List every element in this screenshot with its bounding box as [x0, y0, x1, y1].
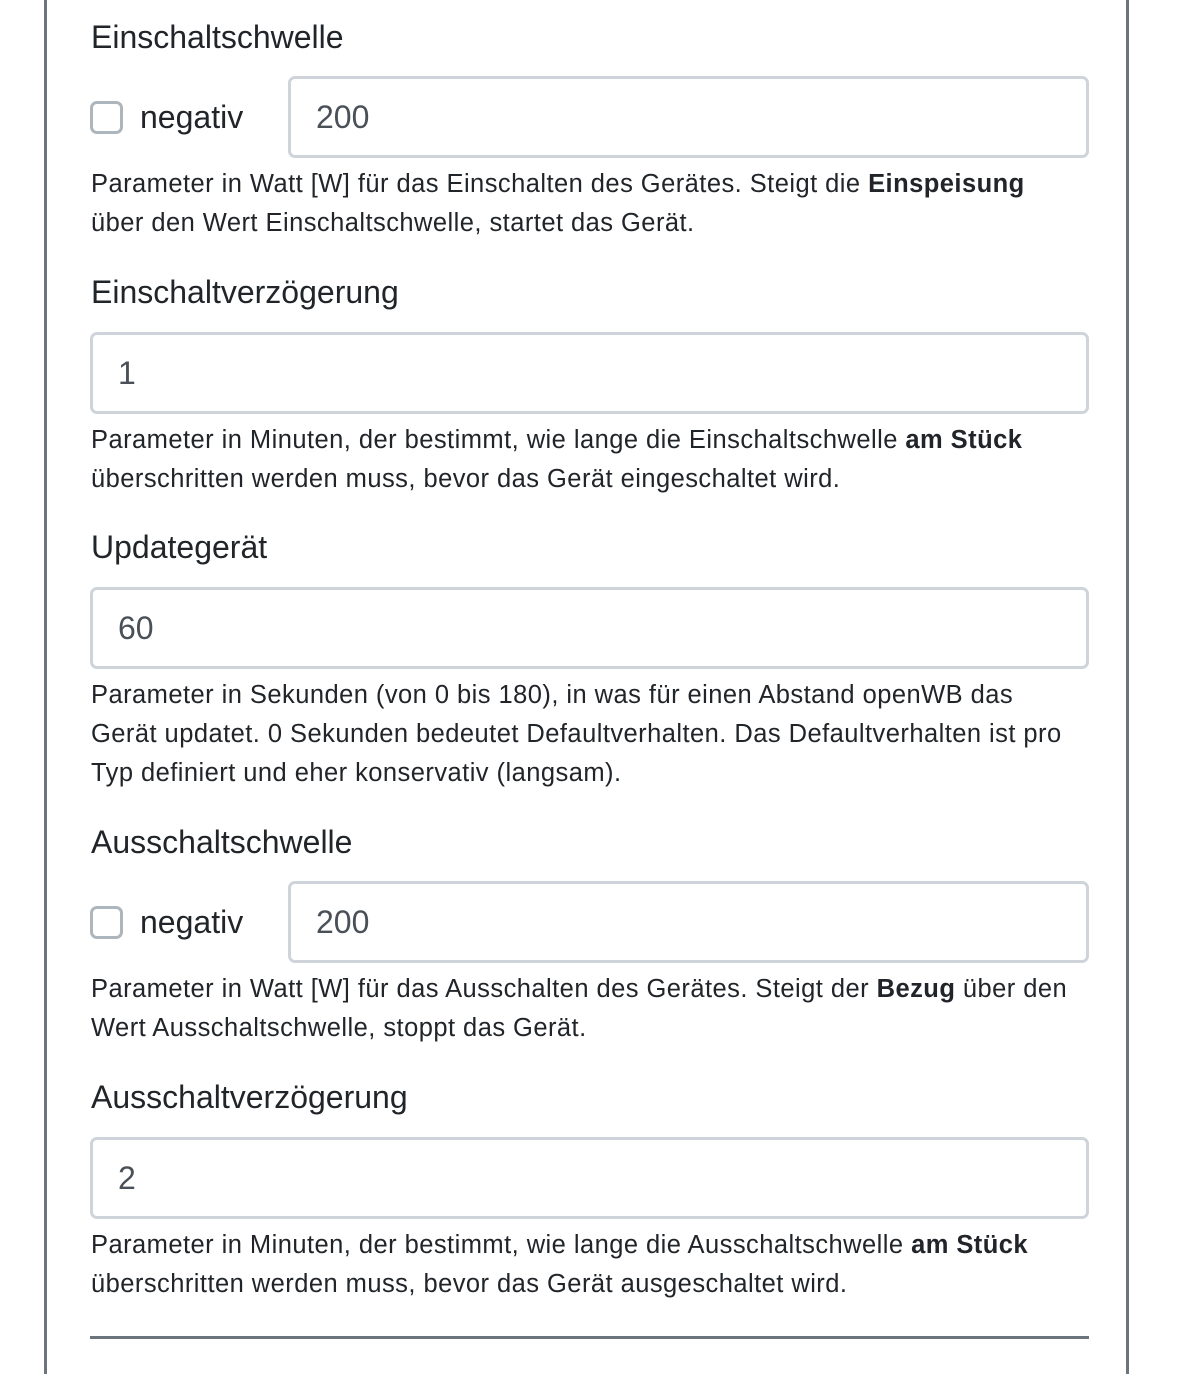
einschaltschwelle-negativ-label: negativ: [140, 98, 244, 135]
help-text: über den Wert Einschaltschwelle, startet das Gerät.: [91, 209, 695, 237]
help-text: überschritten werden muss, bevor das Gerät eingeschaltet wird.: [91, 465, 841, 493]
help-text: Parameter in Minuten, der bestimmt, wie lange die Ausschaltschwelle: [91, 1231, 912, 1259]
ausschaltschwelle-negativ-label: negativ: [140, 903, 244, 940]
ausschaltschwelle-negativ-checkbox[interactable]: [90, 906, 123, 939]
einschaltschwelle-input[interactable]: [288, 76, 1089, 158]
einschaltschwelle-label: Einschaltschwelle: [91, 19, 344, 55]
help-text: Parameter in Watt [W] für das Einschalten des Gerätes. Steigt die: [91, 170, 869, 198]
section-divider: [90, 1336, 1089, 1339]
einschaltschwelle-negativ-toggle[interactable]: [90, 97, 243, 137]
ausschaltschwelle-label: Ausschaltschwelle: [91, 824, 353, 860]
einschaltschwelle-negativ-checkbox[interactable]: [90, 101, 123, 134]
updategeraet-input[interactable]: [90, 587, 1089, 669]
ausschaltverzoegerung-label: Ausschaltverzögerung: [91, 1079, 408, 1115]
help-text: Parameter in Minuten, der bestimmt, wie lange die Einschaltschwelle: [91, 426, 906, 454]
ausschaltschwelle-negativ-toggle[interactable]: [90, 902, 243, 942]
help-emphasis: Einspeisung: [868, 170, 1025, 198]
help-emphasis: Bezug: [876, 975, 956, 1003]
einschaltschwelle-help: [91, 165, 1081, 243]
einschaltverzoegerung-input[interactable]: [90, 332, 1089, 414]
einschaltverzoegerung-help: [91, 421, 1081, 499]
ausschaltverzoegerung-input[interactable]: [90, 1137, 1089, 1219]
updategeraet-label: Updategerät: [91, 529, 268, 565]
help-text: überschritten werden muss, bevor das Gerät ausgeschaltet wird.: [91, 1270, 848, 1298]
help-emphasis: am Stück: [911, 1231, 1029, 1259]
ausschaltschwelle-help: [91, 970, 1081, 1048]
ausschaltverzoegerung-help: [91, 1226, 1081, 1304]
help-text: über den Wert Ausschaltschwelle, stoppt das Gerät.: [91, 975, 1068, 1042]
einschaltverzoegerung-label: Einschaltverzögerung: [91, 274, 399, 310]
updategeraet-help: Parameter in Sekunden (von 0 bis 180), in was für einen Abstand openWB das Gerät updatet. 0 Sekunden bedeutet Defaultverhalten. Das Defaultverhalten ist pro Typ definiert und eher konservativ (langsam).: [91, 681, 1062, 787]
help-emphasis: am Stück: [905, 426, 1023, 454]
help-text: Parameter in Watt [W] für das Ausschalten des Gerätes. Steigt der: [91, 975, 877, 1003]
ausschaltschwelle-input[interactable]: [288, 881, 1089, 963]
